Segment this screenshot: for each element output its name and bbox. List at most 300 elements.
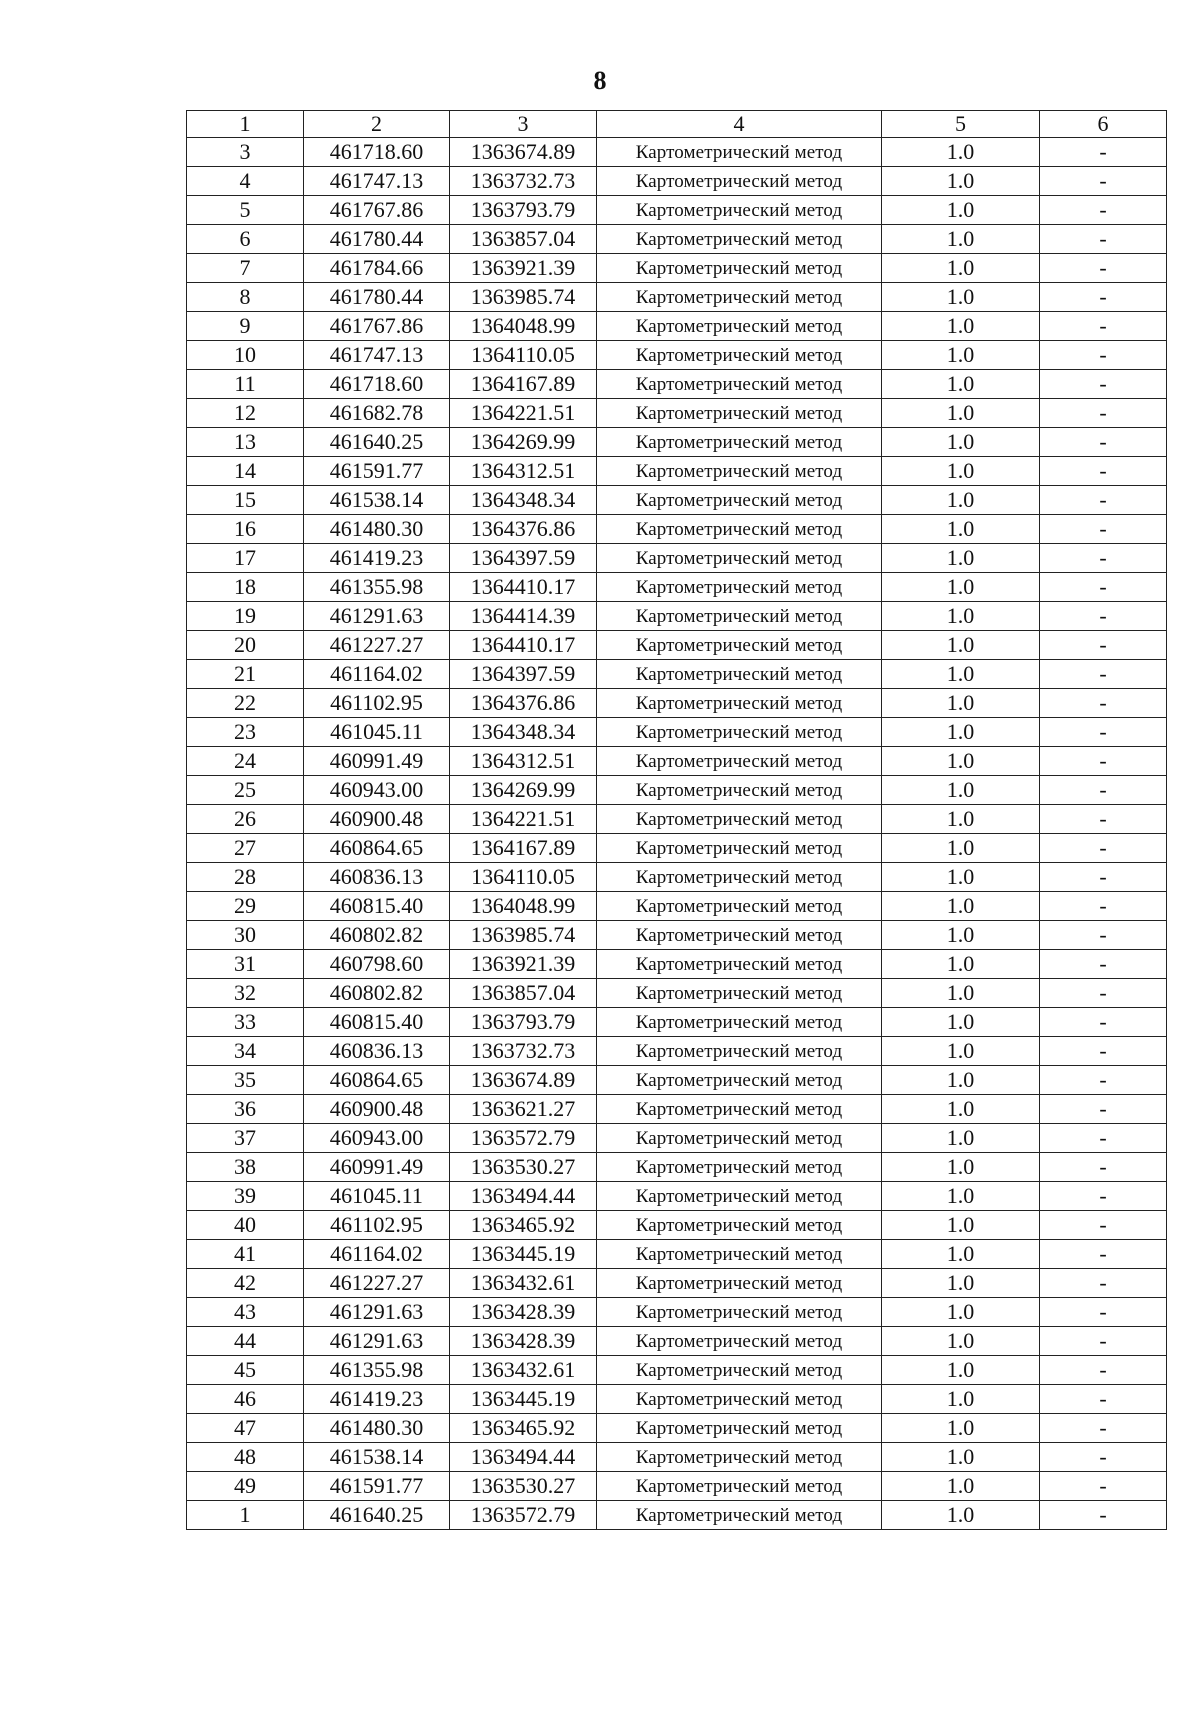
note-cell: -	[1040, 1327, 1167, 1356]
accuracy-cell: 1.0	[882, 1327, 1040, 1356]
method-cell: Картометрический метод	[597, 1124, 882, 1153]
accuracy-cell: 1.0	[882, 196, 1040, 225]
note-cell: -	[1040, 834, 1167, 863]
table-row	[187, 370, 1167, 399]
x-coordinate-cell: 461045.11	[304, 718, 450, 747]
accuracy-cell: 1.0	[882, 1501, 1040, 1530]
note-cell: -	[1040, 1211, 1167, 1240]
y-coordinate-cell: 1364312.51	[450, 457, 597, 486]
method-cell: Картометрический метод	[597, 399, 882, 428]
table-row	[187, 1472, 1167, 1501]
x-coordinate-cell: 460991.49	[304, 747, 450, 776]
point-number-cell: 14	[187, 457, 304, 486]
table-header	[187, 111, 1167, 138]
y-coordinate-cell: 1364376.86	[450, 515, 597, 544]
accuracy-cell: 1.0	[882, 1095, 1040, 1124]
y-coordinate-cell: 1363793.79	[450, 196, 597, 225]
method-cell: Картометрический метод	[597, 428, 882, 457]
y-coordinate-cell: 1363857.04	[450, 979, 597, 1008]
note-cell: -	[1040, 921, 1167, 950]
point-number-cell: 44	[187, 1327, 304, 1356]
table-body	[187, 138, 1167, 1530]
y-coordinate-cell: 1363428.39	[450, 1327, 597, 1356]
note-cell: -	[1040, 892, 1167, 921]
x-coordinate-cell: 461538.14	[304, 486, 450, 515]
table-row	[187, 225, 1167, 254]
point-number-cell: 3	[187, 138, 304, 167]
point-number-cell: 9	[187, 312, 304, 341]
method-cell: Картометрический метод	[597, 370, 882, 399]
accuracy-cell: 1.0	[882, 283, 1040, 312]
y-coordinate-cell: 1363432.61	[450, 1356, 597, 1385]
x-coordinate-cell: 461355.98	[304, 573, 450, 602]
point-number-cell: 10	[187, 341, 304, 370]
point-number-cell: 40	[187, 1211, 304, 1240]
y-coordinate-cell: 1364110.05	[450, 863, 597, 892]
table-row	[187, 921, 1167, 950]
table-row	[187, 1501, 1167, 1530]
note-cell: -	[1040, 1443, 1167, 1472]
point-number-cell: 45	[187, 1356, 304, 1385]
x-coordinate-cell: 461227.27	[304, 1269, 450, 1298]
note-cell: -	[1040, 312, 1167, 341]
note-cell: -	[1040, 1066, 1167, 1095]
point-number-cell: 41	[187, 1240, 304, 1269]
x-coordinate-cell: 460864.65	[304, 1066, 450, 1095]
y-coordinate-cell: 1364410.17	[450, 631, 597, 660]
note-cell: -	[1040, 776, 1167, 805]
x-coordinate-cell: 460943.00	[304, 1124, 450, 1153]
note-cell: -	[1040, 341, 1167, 370]
note-cell: -	[1040, 370, 1167, 399]
note-cell: -	[1040, 457, 1167, 486]
note-cell: -	[1040, 486, 1167, 515]
accuracy-cell: 1.0	[882, 544, 1040, 573]
x-coordinate-cell: 461355.98	[304, 1356, 450, 1385]
y-coordinate-cell: 1363572.79	[450, 1124, 597, 1153]
x-coordinate-cell: 460864.65	[304, 834, 450, 863]
table-row	[187, 602, 1167, 631]
method-cell: Картометрический метод	[597, 776, 882, 805]
x-coordinate-cell: 461780.44	[304, 225, 450, 254]
point-number-cell: 1	[187, 1501, 304, 1530]
table-row	[187, 515, 1167, 544]
accuracy-cell: 1.0	[882, 1414, 1040, 1443]
header-cell-5: 5	[882, 111, 1040, 138]
page-number: 8	[593, 66, 607, 95]
accuracy-cell: 1.0	[882, 312, 1040, 341]
point-number-cell: 46	[187, 1385, 304, 1414]
accuracy-cell: 1.0	[882, 1008, 1040, 1037]
accuracy-cell: 1.0	[882, 602, 1040, 631]
point-number-cell: 47	[187, 1414, 304, 1443]
table-row	[187, 1327, 1167, 1356]
y-coordinate-cell: 1364397.59	[450, 544, 597, 573]
table-row	[187, 718, 1167, 747]
y-coordinate-cell: 1364269.99	[450, 776, 597, 805]
y-coordinate-cell: 1364048.99	[450, 892, 597, 921]
note-cell: -	[1040, 1356, 1167, 1385]
table-row	[187, 1356, 1167, 1385]
x-coordinate-cell: 461767.86	[304, 312, 450, 341]
method-cell: Картометрический метод	[597, 863, 882, 892]
accuracy-cell: 1.0	[882, 1211, 1040, 1240]
accuracy-cell: 1.0	[882, 892, 1040, 921]
x-coordinate-cell: 461640.25	[304, 428, 450, 457]
accuracy-cell: 1.0	[882, 660, 1040, 689]
method-cell: Картометрический метод	[597, 631, 882, 660]
y-coordinate-cell: 1364048.99	[450, 312, 597, 341]
y-coordinate-cell: 1364348.34	[450, 718, 597, 747]
accuracy-cell: 1.0	[882, 1356, 1040, 1385]
accuracy-cell: 1.0	[882, 863, 1040, 892]
accuracy-cell: 1.0	[882, 457, 1040, 486]
table-row	[187, 979, 1167, 1008]
header-cell-3: 3	[450, 111, 597, 138]
accuracy-cell: 1.0	[882, 138, 1040, 167]
note-cell: -	[1040, 544, 1167, 573]
note-cell: -	[1040, 573, 1167, 602]
method-cell: Картометрический метод	[597, 1269, 882, 1298]
y-coordinate-cell: 1364167.89	[450, 370, 597, 399]
table-row	[187, 138, 1167, 167]
method-cell: Картометрический метод	[597, 283, 882, 312]
accuracy-cell: 1.0	[882, 254, 1040, 283]
accuracy-cell: 1.0	[882, 167, 1040, 196]
accuracy-cell: 1.0	[882, 428, 1040, 457]
method-cell: Картометрический метод	[597, 138, 882, 167]
table-row	[187, 892, 1167, 921]
x-coordinate-cell: 460815.40	[304, 892, 450, 921]
note-cell: -	[1040, 254, 1167, 283]
x-coordinate-cell: 461591.77	[304, 1472, 450, 1501]
y-coordinate-cell: 1364221.51	[450, 399, 597, 428]
y-coordinate-cell: 1363572.79	[450, 1501, 597, 1530]
note-cell: -	[1040, 1095, 1167, 1124]
y-coordinate-cell: 1364221.51	[450, 805, 597, 834]
note-cell: -	[1040, 1472, 1167, 1501]
point-number-cell: 13	[187, 428, 304, 457]
method-cell: Картометрический метод	[597, 1153, 882, 1182]
table-row	[187, 1414, 1167, 1443]
x-coordinate-cell: 461419.23	[304, 544, 450, 573]
table-row	[187, 950, 1167, 979]
method-cell: Картометрический метод	[597, 457, 882, 486]
x-coordinate-cell: 460991.49	[304, 1153, 450, 1182]
table-row	[187, 428, 1167, 457]
point-number-cell: 27	[187, 834, 304, 863]
accuracy-cell: 1.0	[882, 399, 1040, 428]
accuracy-cell: 1.0	[882, 747, 1040, 776]
table-row	[187, 1066, 1167, 1095]
point-number-cell: 31	[187, 950, 304, 979]
method-cell: Картометрический метод	[597, 1501, 882, 1530]
y-coordinate-cell: 1363494.44	[450, 1182, 597, 1211]
point-number-cell: 33	[187, 1008, 304, 1037]
y-coordinate-cell: 1363494.44	[450, 1443, 597, 1472]
table-row	[187, 573, 1167, 602]
y-coordinate-cell: 1363530.27	[450, 1472, 597, 1501]
table-row	[187, 1298, 1167, 1327]
method-cell: Картометрический метод	[597, 747, 882, 776]
x-coordinate-cell: 461419.23	[304, 1385, 450, 1414]
point-number-cell: 24	[187, 747, 304, 776]
y-coordinate-cell: 1363445.19	[450, 1385, 597, 1414]
x-coordinate-cell: 460836.13	[304, 863, 450, 892]
point-number-cell: 49	[187, 1472, 304, 1501]
x-coordinate-cell: 460836.13	[304, 1037, 450, 1066]
method-cell: Картометрический метод	[597, 805, 882, 834]
table-row	[187, 196, 1167, 225]
method-cell: Картометрический метод	[597, 1298, 882, 1327]
y-coordinate-cell: 1363793.79	[450, 1008, 597, 1037]
point-number-cell: 35	[187, 1066, 304, 1095]
point-number-cell: 7	[187, 254, 304, 283]
note-cell: -	[1040, 167, 1167, 196]
method-cell: Картометрический метод	[597, 312, 882, 341]
point-number-cell: 25	[187, 776, 304, 805]
table-row	[187, 1008, 1167, 1037]
method-cell: Картометрический метод	[597, 254, 882, 283]
y-coordinate-cell: 1364376.86	[450, 689, 597, 718]
table-row	[187, 660, 1167, 689]
point-number-cell: 34	[187, 1037, 304, 1066]
accuracy-cell: 1.0	[882, 341, 1040, 370]
x-coordinate-cell: 461102.95	[304, 1211, 450, 1240]
y-coordinate-cell: 1363985.74	[450, 283, 597, 312]
table-row	[187, 254, 1167, 283]
x-coordinate-cell: 461780.44	[304, 283, 450, 312]
y-coordinate-cell: 1363732.73	[450, 1037, 597, 1066]
table-row	[187, 776, 1167, 805]
header-row	[187, 111, 1167, 138]
point-number-cell: 6	[187, 225, 304, 254]
table-row	[187, 863, 1167, 892]
y-coordinate-cell: 1363985.74	[450, 921, 597, 950]
accuracy-cell: 1.0	[882, 950, 1040, 979]
table-row	[187, 1037, 1167, 1066]
method-cell: Картометрический метод	[597, 1095, 882, 1124]
note-cell: -	[1040, 1037, 1167, 1066]
accuracy-cell: 1.0	[882, 1153, 1040, 1182]
x-coordinate-cell: 461164.02	[304, 1240, 450, 1269]
y-coordinate-cell: 1364110.05	[450, 341, 597, 370]
method-cell: Картометрический метод	[597, 1008, 882, 1037]
note-cell: -	[1040, 1501, 1167, 1530]
method-cell: Картометрический метод	[597, 1472, 882, 1501]
method-cell: Картометрический метод	[597, 660, 882, 689]
accuracy-cell: 1.0	[882, 834, 1040, 863]
point-number-cell: 43	[187, 1298, 304, 1327]
note-cell: -	[1040, 1240, 1167, 1269]
x-coordinate-cell: 461718.60	[304, 138, 450, 167]
table-row	[187, 486, 1167, 515]
coordinates-table	[186, 110, 1167, 1530]
point-number-cell: 30	[187, 921, 304, 950]
accuracy-cell: 1.0	[882, 225, 1040, 254]
method-cell: Картометрический метод	[597, 167, 882, 196]
x-coordinate-cell: 461480.30	[304, 515, 450, 544]
method-cell: Картометрический метод	[597, 1037, 882, 1066]
method-cell: Картометрический метод	[597, 486, 882, 515]
y-coordinate-cell: 1363445.19	[450, 1240, 597, 1269]
note-cell: -	[1040, 428, 1167, 457]
accuracy-cell: 1.0	[882, 515, 1040, 544]
method-cell: Картометрический метод	[597, 718, 882, 747]
point-number-cell: 20	[187, 631, 304, 660]
method-cell: Картометрический метод	[597, 950, 882, 979]
note-cell: -	[1040, 138, 1167, 167]
x-coordinate-cell: 461291.63	[304, 602, 450, 631]
accuracy-cell: 1.0	[882, 1037, 1040, 1066]
accuracy-cell: 1.0	[882, 1269, 1040, 1298]
point-number-cell: 19	[187, 602, 304, 631]
note-cell: -	[1040, 283, 1167, 312]
accuracy-cell: 1.0	[882, 776, 1040, 805]
method-cell: Картометрический метод	[597, 1327, 882, 1356]
y-coordinate-cell: 1364410.17	[450, 573, 597, 602]
y-coordinate-cell: 1363465.92	[450, 1211, 597, 1240]
x-coordinate-cell: 460802.82	[304, 921, 450, 950]
accuracy-cell: 1.0	[882, 573, 1040, 602]
x-coordinate-cell: 461784.66	[304, 254, 450, 283]
y-coordinate-cell: 1364348.34	[450, 486, 597, 515]
point-number-cell: 37	[187, 1124, 304, 1153]
table-row	[187, 399, 1167, 428]
x-coordinate-cell: 461747.13	[304, 341, 450, 370]
point-number-cell: 18	[187, 573, 304, 602]
note-cell: -	[1040, 1269, 1167, 1298]
point-number-cell: 23	[187, 718, 304, 747]
x-coordinate-cell: 461718.60	[304, 370, 450, 399]
method-cell: Картометрический метод	[597, 341, 882, 370]
table-row	[187, 1153, 1167, 1182]
table-row	[187, 805, 1167, 834]
table-row	[187, 544, 1167, 573]
method-cell: Картометрический метод	[597, 892, 882, 921]
note-cell: -	[1040, 196, 1167, 225]
method-cell: Картометрический метод	[597, 515, 882, 544]
accuracy-cell: 1.0	[882, 1443, 1040, 1472]
point-number-cell: 29	[187, 892, 304, 921]
table-row	[187, 631, 1167, 660]
y-coordinate-cell: 1364397.59	[450, 660, 597, 689]
y-coordinate-cell: 1363674.89	[450, 138, 597, 167]
method-cell: Картометрический метод	[597, 834, 882, 863]
y-coordinate-cell: 1363857.04	[450, 225, 597, 254]
table-row	[187, 689, 1167, 718]
method-cell: Картометрический метод	[597, 1211, 882, 1240]
note-cell: -	[1040, 1182, 1167, 1211]
point-number-cell: 42	[187, 1269, 304, 1298]
header-cell-4: 4	[597, 111, 882, 138]
x-coordinate-cell: 460900.48	[304, 805, 450, 834]
accuracy-cell: 1.0	[882, 631, 1040, 660]
accuracy-cell: 1.0	[882, 370, 1040, 399]
method-cell: Картометрический метод	[597, 1356, 882, 1385]
method-cell: Картометрический метод	[597, 544, 882, 573]
table-row	[187, 1443, 1167, 1472]
note-cell: -	[1040, 225, 1167, 254]
point-number-cell: 32	[187, 979, 304, 1008]
y-coordinate-cell: 1364167.89	[450, 834, 597, 863]
x-coordinate-cell: 460900.48	[304, 1095, 450, 1124]
accuracy-cell: 1.0	[882, 1066, 1040, 1095]
x-coordinate-cell: 461682.78	[304, 399, 450, 428]
accuracy-cell: 1.0	[882, 1385, 1040, 1414]
point-number-cell: 4	[187, 167, 304, 196]
accuracy-cell: 1.0	[882, 921, 1040, 950]
point-number-cell: 36	[187, 1095, 304, 1124]
table-row	[187, 1211, 1167, 1240]
accuracy-cell: 1.0	[882, 805, 1040, 834]
x-coordinate-cell: 460815.40	[304, 1008, 450, 1037]
method-cell: Картометрический метод	[597, 1240, 882, 1269]
y-coordinate-cell: 1363621.27	[450, 1095, 597, 1124]
note-cell: -	[1040, 979, 1167, 1008]
accuracy-cell: 1.0	[882, 1124, 1040, 1153]
method-cell: Картометрический метод	[597, 921, 882, 950]
x-coordinate-cell: 460798.60	[304, 950, 450, 979]
y-coordinate-cell: 1363465.92	[450, 1414, 597, 1443]
point-number-cell: 26	[187, 805, 304, 834]
y-coordinate-cell: 1363732.73	[450, 167, 597, 196]
table-row	[187, 747, 1167, 776]
x-coordinate-cell: 461291.63	[304, 1327, 450, 1356]
table-row	[187, 457, 1167, 486]
x-coordinate-cell: 460802.82	[304, 979, 450, 1008]
method-cell: Картометрический метод	[597, 196, 882, 225]
y-coordinate-cell: 1364414.39	[450, 602, 597, 631]
header-cell-6: 6	[1040, 111, 1167, 138]
method-cell: Картометрический метод	[597, 1066, 882, 1095]
note-cell: -	[1040, 689, 1167, 718]
y-coordinate-cell: 1363921.39	[450, 950, 597, 979]
note-cell: -	[1040, 1414, 1167, 1443]
point-number-cell: 21	[187, 660, 304, 689]
table-row	[187, 1240, 1167, 1269]
point-number-cell: 5	[187, 196, 304, 225]
x-coordinate-cell: 461640.25	[304, 1501, 450, 1530]
note-cell: -	[1040, 1298, 1167, 1327]
x-coordinate-cell: 461164.02	[304, 660, 450, 689]
point-number-cell: 39	[187, 1182, 304, 1211]
table-row	[187, 1182, 1167, 1211]
note-cell: -	[1040, 515, 1167, 544]
accuracy-cell: 1.0	[882, 1240, 1040, 1269]
x-coordinate-cell: 461767.86	[304, 196, 450, 225]
accuracy-cell: 1.0	[882, 486, 1040, 515]
y-coordinate-cell: 1364269.99	[450, 428, 597, 457]
table-row	[187, 312, 1167, 341]
point-number-cell: 12	[187, 399, 304, 428]
x-coordinate-cell: 461538.14	[304, 1443, 450, 1472]
y-coordinate-cell: 1363921.39	[450, 254, 597, 283]
table-row	[187, 1095, 1167, 1124]
method-cell: Картометрический метод	[597, 573, 882, 602]
y-coordinate-cell: 1363432.61	[450, 1269, 597, 1298]
point-number-cell: 8	[187, 283, 304, 312]
note-cell: -	[1040, 1124, 1167, 1153]
x-coordinate-cell: 461480.30	[304, 1414, 450, 1443]
x-coordinate-cell: 461291.63	[304, 1298, 450, 1327]
x-coordinate-cell: 460943.00	[304, 776, 450, 805]
method-cell: Картометрический метод	[597, 1443, 882, 1472]
note-cell: -	[1040, 718, 1167, 747]
header-cell-2: 2	[304, 111, 450, 138]
method-cell: Картометрический метод	[597, 1385, 882, 1414]
method-cell: Картометрический метод	[597, 689, 882, 718]
